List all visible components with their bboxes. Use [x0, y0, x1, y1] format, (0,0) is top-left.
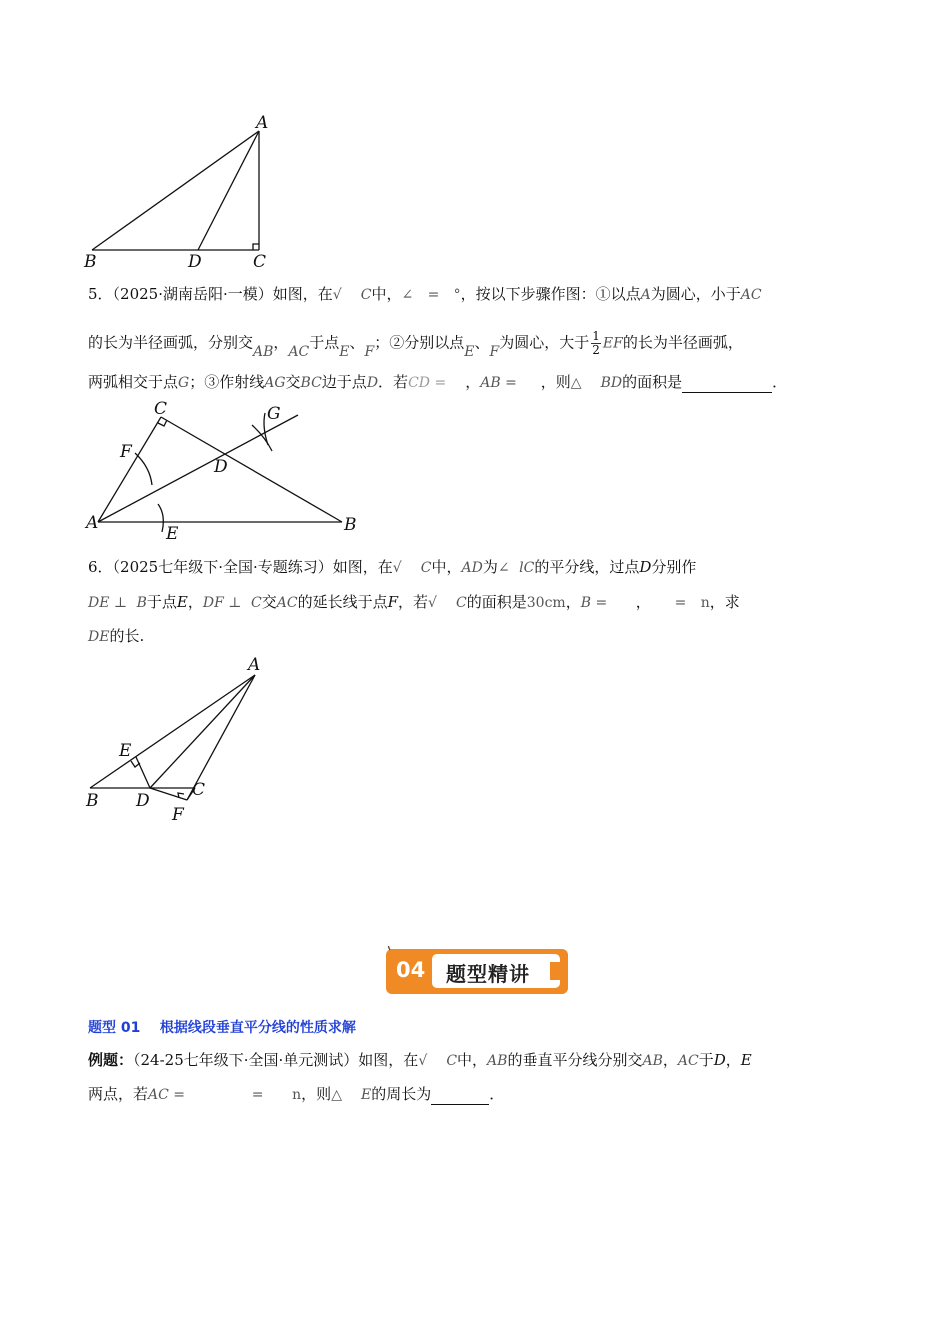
q6-line-2: DE ⊥ B于点E，DF ⊥ C交AC的延长线于点F，若√ C的面积是30cm，B = ， = n，求 [88, 593, 740, 611]
q6-line-1: 6．（2025七年级下·全国·专题练习）如图，在√ C中，AD为∠ lC的平分线，过点D分别作 [88, 558, 697, 576]
label-f: F [172, 805, 184, 825]
label-c: C [253, 252, 267, 270]
section-badge [386, 946, 568, 996]
figure-angle-bisector [80, 395, 370, 545]
figure-bisector-perpendiculars [80, 650, 280, 830]
label-e: E [119, 741, 132, 761]
label-c: C [192, 780, 206, 800]
q5-line-2: 的长为半径画弧，分别交AB，AC于点E、F；②分别以点E、F为圆心，大于 $\frac{1}{2}$ EF的长为半径画弧， [88, 329, 743, 360]
label-f: F [120, 442, 132, 462]
section-number: 04 [396, 958, 426, 982]
label-g: G [267, 404, 281, 424]
label-d: D [188, 252, 202, 270]
label-d: D [214, 457, 228, 477]
example-line-2: 两点，若AC = = n，则△ E的周长为 ． [88, 1085, 505, 1103]
type-title: 根据线段垂直平分线的性质求解 [159, 1020, 356, 1036]
label-c: C [154, 399, 168, 419]
q6-source: （2025七年级下·全国·专题练习） [112, 558, 333, 576]
label-a: A [86, 513, 99, 533]
section-title: 题型精讲 [446, 962, 530, 986]
label-e: E [166, 524, 179, 544]
example-label: 例题： [88, 1051, 134, 1069]
q5-line-1: 5．（2025·湖南岳阳·一模）如图，在√ C中，∠ = °，按以下步骤作图：①以点A为圆心，小于AC [88, 285, 762, 303]
q5-line-3: 两弧相交于点G；③作射线AG交BC边于点D．若CD = ，AB = ，则△ BD的面积是 ． [88, 373, 788, 391]
q5-number: 5． [88, 285, 113, 303]
type-heading [88, 1018, 356, 1038]
figure-right-triangle [80, 110, 280, 270]
label-d: D [136, 791, 150, 811]
example-line-1: 例题：（24-25七年级下·全国·单元测试）如图，在√ C中，AB的垂直平分线分别交AB，AC于D，E [88, 1051, 752, 1069]
q5-source: （2025·湖南岳阳·一模） [112, 285, 273, 303]
answer-blank[interactable] [431, 1088, 489, 1105]
q6-line-3: DE的长. [88, 627, 145, 645]
label-b: B [86, 791, 99, 811]
fraction-one-half: $\frac{1}{2}$ [592, 329, 600, 357]
label-a: A [248, 655, 261, 675]
label-b: B [84, 252, 97, 270]
type-label: 题型 01 [88, 1020, 141, 1036]
label-a: A [256, 113, 269, 133]
q6-number: 6． [88, 558, 113, 576]
example-source: （24-25七年级下·全国·单元测试） [133, 1051, 359, 1069]
answer-blank[interactable] [682, 376, 772, 393]
label-b: B [344, 515, 357, 535]
